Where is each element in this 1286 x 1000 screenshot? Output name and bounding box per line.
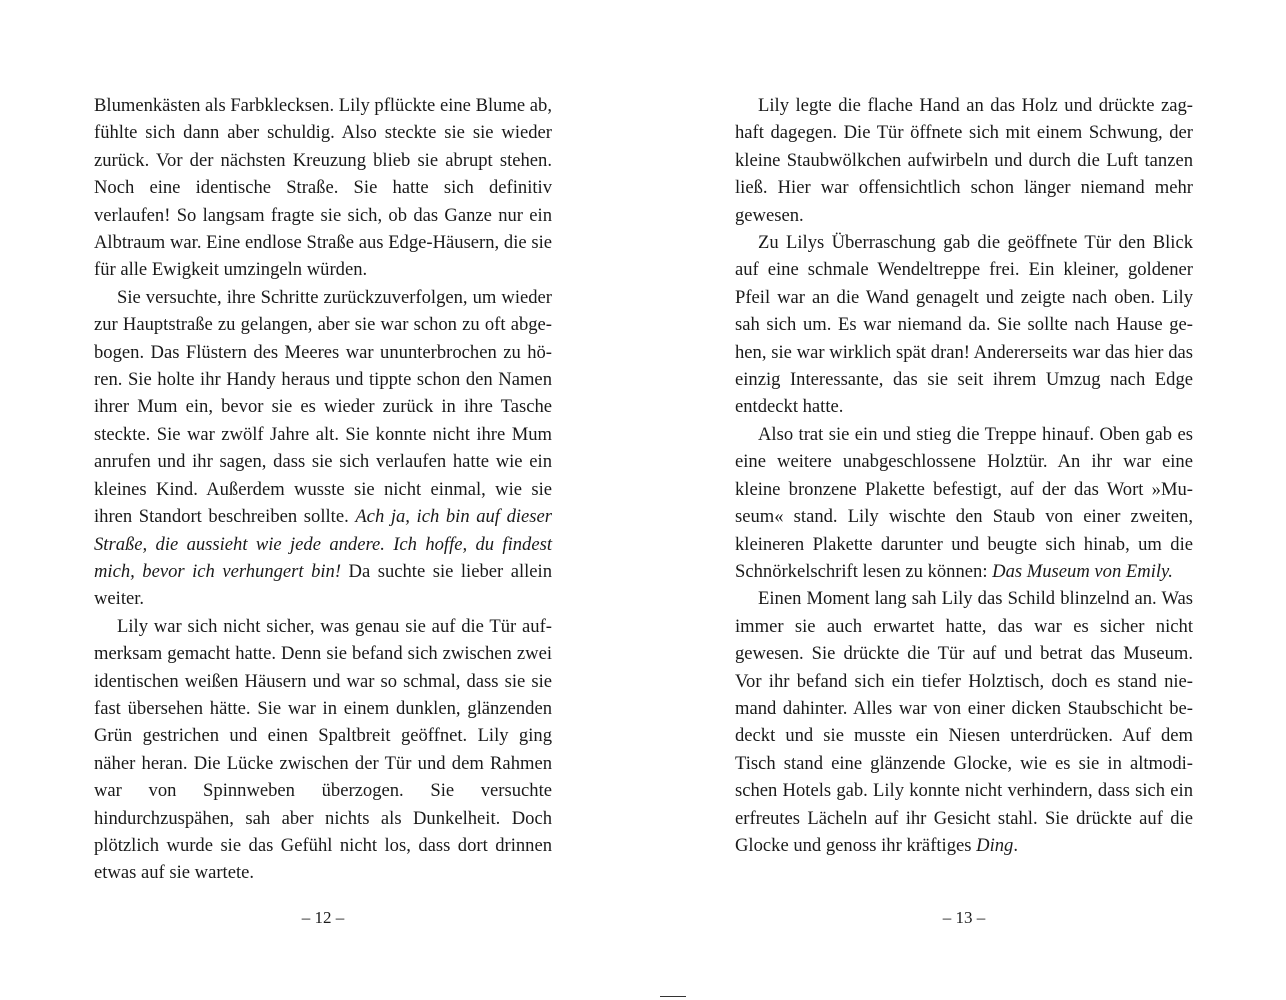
right-page-number: – 13 – <box>942 908 986 927</box>
left-page-text <box>94 92 552 887</box>
paragraph <box>94 284 552 613</box>
paragraph <box>735 585 1193 859</box>
text-run: Lily legte die flache Hand an das Holz und drückte zaghaft dagegen. Die Tür öffnete sich mit einem Schwung, der kleine Staubwölkchen aufwirbeln und durch die Luft tanzen ließ. Hier war offensichtlich schon länger niemand mehr gewesen. <box>735 95 1193 226</box>
text-run: Zu Lilys Überraschung gab die geöffnete Tür den Blick auf eine schmale Wendeltreppe frei. Ein kleiner, goldener Pfeil war an die Wand genagelt und zeigte nach oben. Lily sah sich um. Es war niemand da. Sie sollte nach Hause gehen, sie war wirklich spät dran! Andererseits war das hier das einzig Interessante, das sie seit ihrem Umzug nach Edge entdeckt hatte. <box>735 232 1193 418</box>
scan-edge-mark <box>660 996 686 997</box>
italic-text-run: Ding <box>976 834 1014 856</box>
paragraph <box>735 92 1193 229</box>
text-run: Da suchte sie lieber allein weiter. <box>94 560 552 610</box>
paragraph <box>735 421 1193 585</box>
text-run: Blumenkästen als Farbklecksen. Lily pflückte eine Blume ab, fühlte sich dann aber schuldig. Also steckte sie sie wieder zurück. Vor der nächsten Kreuzung blieb sie abrupt stehen. Noch eine identische Straße. Sie hatte sich definitiv verlaufen! So langsam fragte sie sich, ob das Ganze nur ein Albtraum war. Eine endlose Straße aus Edge-Häusern, die sie für alle Ewigkeit umzingeln würden. <box>94 95 553 281</box>
text-run: Sie versuchte, ihre Schritte zurückzuverfolgen, um wieder zur Hauptstraße zu gelangen, aber sie war schon zu oft abgebogen. Das Flüstern des Meeres war ununterbrochen zu hören. Sie holte ihr Handy heraus und tippte schon den Namen ihrer Mum ein, bevor sie es wieder zurück in ihre Tasche steckte. Sie war zwölf Jahre alt. Sie konnte nicht ihre Mum anrufen und ihr sagen, dass sie sich verlaufen hatte wie ein kleines Kind. Außerdem wusste sie nicht einmal, wie sie ihren Standort beschreiben sollte. <box>94 286 552 528</box>
text-run: Also trat sie ein und stieg die Treppe hinauf. Oben gab es eine weitere unabgeschlossene Holztür. An ihr war eine kleine bronzene Plakette befestigt, auf der das Wort »Museum« stand. Lily wischte den Staub von einer zweiten, kleineren Plakette darunter und beugte sich hinab, um die Schnörkelschrift lesen zu können: <box>735 423 1193 582</box>
paragraph <box>94 613 552 887</box>
text-run: Einen Moment lang sah Lily das Schild blinzelnd an. Was immer sie auch erwartet hatte, das war es sicher nicht gewesen. Sie drückte die Tür auf und betrat das Museum. Vor ihr befand sich ein tiefer Holztisch, doch es stand niemand dahinter. Alles war von einer dicken Staubschicht bedeckt und sie musste ein Niesen unterdrücken. Auf dem Tisch stand eine glänzende Glocke, wie es sie in altmodischen Hotels gab. Lily konnte nicht verhindern, dass sich ein erfreutes Lächeln auf ihr Gesicht stahl. Sie drückte auf die Glocke und genoss ihr kräftiges <box>735 588 1193 856</box>
right-page-text <box>735 92 1193 859</box>
text-run: . <box>1013 834 1018 856</box>
paragraph <box>94 92 552 284</box>
left-page-number: – 12 – <box>301 908 345 927</box>
paragraph <box>735 229 1193 421</box>
right-page <box>643 0 1286 1000</box>
text-run: Lily war sich nicht sicher, was genau sie auf die Tür aufmerksam gemacht hatte. Denn sie befand sich zwischen zwei identischen weißen Häusern und war so schmal, dass sie sie fast übersehen hätte. Sie war in einem dunklen, glänzenden Grün gestrichen und einen Spaltbreit geöffnet. Lily ging näher heran. Die Lücke zwischen der Tür und dem Rahmen war von Spinnweben überzogen. Sie versuchte hindurchzuspähen, sah aber nichts als Dunkelheit. Doch plötzlich wurde sie das Gefühl nicht los, dass dort drinnen etwas auf sie wartete. <box>94 615 552 884</box>
italic-text-run: Ach ja, ich bin auf dieser Straße, die aussieht wie jede andere. Ich hoffe, du findest mich, bevor ich verhungert bin! <box>94 506 553 582</box>
italic-text-run: Das Museum von Emily. <box>992 560 1173 582</box>
